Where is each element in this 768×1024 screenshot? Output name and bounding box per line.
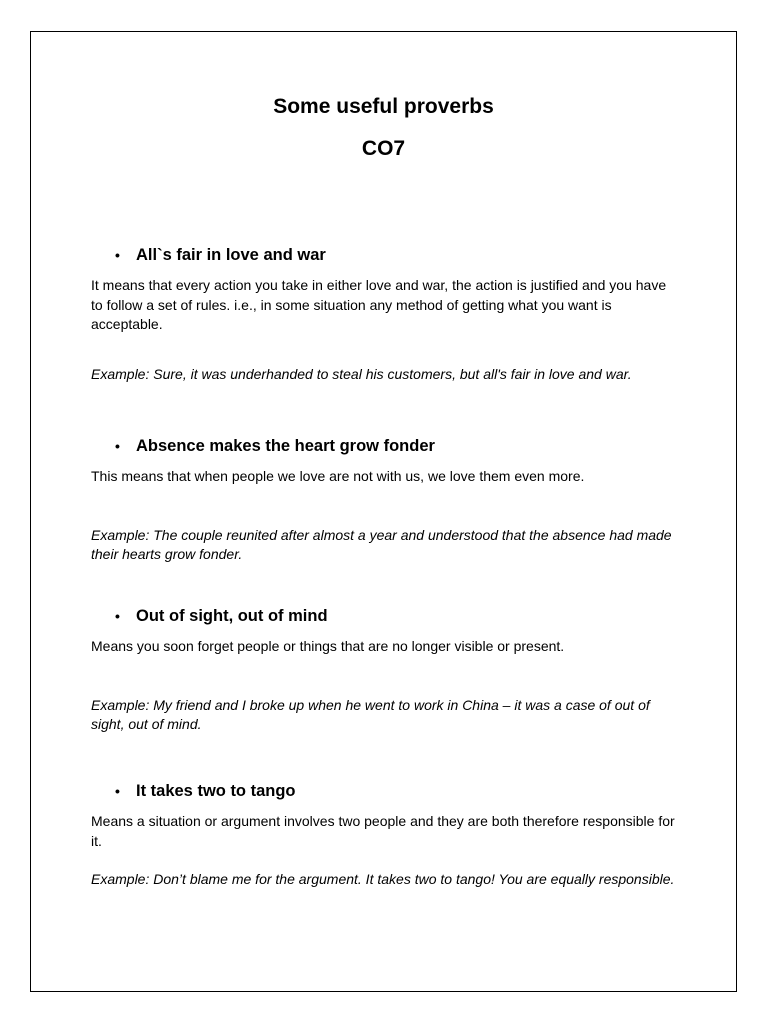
proverb-meaning: Means a situation or argument involves two people and they are both therefore responsible for it.	[91, 813, 675, 849]
bullet-icon: •	[115, 247, 120, 263]
proverb-section	[91, 244, 681, 384]
proverb-heading	[91, 780, 681, 802]
proverb-section	[91, 780, 681, 890]
document-page	[30, 31, 737, 992]
proverb-section	[91, 435, 681, 565]
page-title: Some useful proverbs	[273, 95, 494, 118]
page-subtitle: CO7	[361, 137, 406, 160]
proverb-example: Example: The couple reunited after almost a year and understood that the absence had made their hearts grow fonder.	[91, 526, 672, 562]
proverb-example: Example: Sure, it was underhanded to steal his customers, but all's fair in love and war.	[91, 365, 632, 382]
proverb-heading-text: Out of sight, out of mind	[136, 607, 328, 625]
proverb-meaning: It means that every action you take in either love and war, the action is justified and you have to follow a set of rules. i.e., in some situation any method of getting what you want is acceptable.	[91, 277, 667, 332]
proverb-example: Example: My friend and I broke up when he went to work in China – it was a case of out of sight, out of mind.	[91, 696, 650, 732]
bullet-icon: •	[115, 438, 120, 454]
proverb-heading-text: It takes two to tango	[136, 782, 296, 800]
proverb-heading-text: Absence makes the heart grow fonder	[136, 437, 435, 455]
proverb-meaning: Means you soon forget people or things that are no longer visible or present.	[91, 638, 565, 654]
bullet-icon: •	[115, 608, 120, 624]
bullet-icon: •	[115, 783, 120, 799]
proverb-heading	[91, 435, 681, 457]
proverb-meaning: This means that when people we love are not with us, we love them even more.	[91, 468, 585, 484]
proverb-example: Example: Don’t blame me for the argument. It takes two to tango! You are equally responsible.	[91, 871, 675, 887]
proverb-heading	[91, 605, 681, 627]
proverb-section	[91, 605, 681, 735]
proverb-heading-text: All`s fair in love and war	[136, 246, 326, 264]
proverb-heading	[91, 244, 681, 266]
